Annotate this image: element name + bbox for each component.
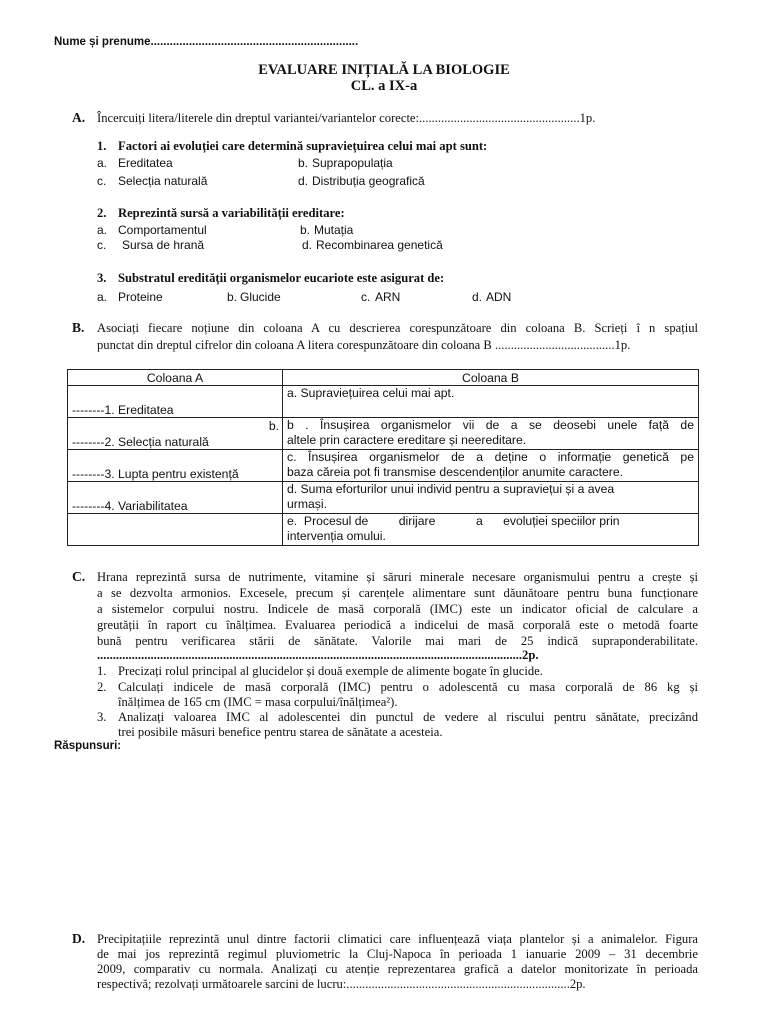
q3-option-c-letter[interactable]: c. — [361, 290, 371, 304]
column-b-item-e-line-1: e. Procesul de dirijare a evoluției speciilor prin — [287, 514, 620, 528]
column-a-item-3[interactable]: --------3. Lupta pentru existență — [68, 450, 283, 482]
section-c-line-4: greutății în raport cu înălțimea. Evaluarea periodică a indicelui de masă corporală este o metodă foarte — [97, 618, 698, 632]
question-1-number: 1. — [97, 139, 107, 153]
column-b-item-c-line-1: c. Însușirea organismelor de a deține o informație genetică pe — [287, 450, 694, 464]
q1-option-b-letter[interactable]: b. — [298, 156, 309, 170]
table-row — [68, 482, 699, 514]
column-b-item-b-line-2: altele prin caractere ereditare și neereditare. — [287, 433, 527, 447]
question-2-text: Reprezintă sursă a variabilității ereditare: — [118, 206, 345, 220]
task-3-number: 3. — [97, 710, 107, 724]
section-c-letter: C. — [72, 569, 86, 584]
section-d-line-1: Precipitațiile reprezintă unul dintre factorii climatici care influențează viața plantelor și a animalelor. Figura — [97, 932, 698, 946]
task-3-line-2: trei posibile măsuri benefice pentru starea de sănătate a acesteia. — [118, 725, 443, 739]
column-a-item-1[interactable]: --------1. Ereditatea — [68, 386, 283, 418]
answers-label: Răspunsuri: — [54, 740, 122, 752]
column-a-item-2[interactable] — [68, 418, 283, 450]
q3-option-a-letter[interactable]: a. — [97, 290, 108, 304]
q2-option-b-letter[interactable]: b. — [300, 223, 311, 237]
q3-option-b-letter[interactable]: b. — [227, 290, 238, 304]
section-d-line-4: respectivă; rezolvați următoarele sarcini de lucru:.......................................................................2p. — [97, 977, 586, 991]
q3-option-d-letter[interactable]: d. — [472, 290, 483, 304]
task-2-line-2: înălțimea de 165 cm (IMC = masa corpului/înălțimea²). — [118, 695, 398, 709]
task-1-number: 1. — [97, 664, 107, 678]
q1-option-c[interactable]: Selecția naturală — [118, 174, 208, 188]
q1-option-b[interactable]: Suprapopulația — [312, 156, 393, 170]
question-1-text: Factori ai evoluției care determină supraviețuirea celui mai apt sunt: — [118, 139, 488, 153]
table-row — [68, 450, 699, 482]
column-a-item-2-answer: b. — [268, 419, 279, 433]
section-b-letter: B. — [72, 320, 85, 335]
q1-option-a-letter[interactable]: a. — [97, 156, 108, 170]
section-a-letter: A. — [72, 110, 86, 125]
q1-option-d-letter[interactable]: d. — [298, 174, 309, 188]
q2-option-c-letter[interactable]: c. — [97, 238, 107, 252]
matching-table — [67, 369, 699, 546]
column-a-item-4[interactable]: --------4. Variabilitatea — [68, 482, 283, 514]
table-row — [68, 514, 699, 546]
q2-option-b[interactable]: Mutația — [314, 223, 354, 237]
column-b-item-e — [283, 514, 699, 546]
section-d-letter: D. — [72, 931, 86, 946]
column-b-header: Coloana B — [283, 370, 699, 386]
column-b-item-e-line-2: intervenția omului. — [287, 529, 386, 543]
section-a-instruction: Încercuiți litera/literele din dreptul variantei/variantelor corecte:...................................................1p. — [97, 111, 596, 125]
section-c-line-2: a se dezvolta armonios. Excesele, precum și carențele alimentare sunt dăunătoare pentru buna funcționare — [97, 586, 698, 600]
task-2-number: 2. — [97, 680, 107, 694]
column-b-item-d-line-2: urmași. — [287, 497, 327, 511]
q1-option-c-letter[interactable]: c. — [97, 174, 107, 188]
column-b-item-d — [283, 482, 699, 514]
column-b-item-a — [283, 386, 699, 418]
table-row — [68, 418, 699, 450]
task-2-line-1: Calculați indicele de masă corporală (IMC) pentru o adolescentă cu masa corporală de 86 kg și — [118, 680, 698, 694]
name-line: Nume și prenume................................................................. — [54, 36, 359, 48]
column-b-item-b — [283, 418, 699, 450]
question-2-number: 2. — [97, 206, 107, 220]
page-subtitle: CL. a IX-a — [350, 78, 418, 94]
q2-option-d[interactable]: Recombinarea genetică — [316, 238, 443, 252]
section-c-line-3: a sistemelor corpului nostru. Indicele de masă corporală (IMC) este un indicator oficial de calculare a — [97, 602, 698, 616]
column-b-item-d-line-1: d. Suma eforturilor unui individ pentru a supraviețui și a avea — [287, 482, 615, 496]
section-b-instruction-line-2: punctat din dreptul cifrelor din coloana A litera corespunzătoare din coloana B ......................................1p. — [97, 338, 631, 352]
section-c-points-line: .......................................................................................................................................2p. — [97, 648, 539, 662]
page-title: EVALUARE INIȚIALĂ LA BIOLOGIE — [258, 62, 510, 78]
q3-option-a[interactable]: Proteine — [118, 290, 163, 304]
q2-option-a[interactable]: Comportamentul — [118, 223, 207, 237]
column-b-item-b-line-1: b . Însușirea organismelor vii de a se deosebi unele față de — [287, 418, 694, 432]
question-3-text: Substratul eredității organismelor eucariote este asigurat de: — [118, 271, 445, 285]
q1-option-d[interactable]: Distribuția geografică — [312, 174, 425, 188]
column-b-item-c — [283, 450, 699, 482]
question-3-number: 3. — [97, 271, 107, 285]
table-row — [68, 386, 699, 418]
q1-option-a[interactable]: Ereditatea — [118, 156, 173, 170]
section-b-instruction-line-1: Asociați fiecare noțiune din coloana A cu descrierea corespunzătoare din coloana B. Scrieți î n spațiul — [97, 321, 698, 335]
section-c-line-5: bună pentru verificarea stării de sănătate. Valorile mai mari de 25 indică supraponderabilitate. — [97, 634, 698, 648]
column-a-item-2-label: --------2. Selecția naturală — [72, 435, 209, 449]
q2-option-d-letter[interactable]: d. — [302, 238, 313, 252]
q3-option-d[interactable]: ADN — [486, 290, 512, 304]
q3-option-b[interactable]: Glucide — [240, 290, 281, 304]
q3-option-c[interactable]: ARN — [375, 290, 401, 304]
q2-option-c[interactable]: Sursa de hrană — [122, 238, 205, 252]
section-c-line-1: Hrana reprezintă sursa de nutrimente, vitamine și săruri minerale necesare organismului pentru a crește și — [97, 570, 698, 584]
task-3-line-1: Analizați valoarea IMC al adolescentei din punctul de vedere al riscului pentru sănătate, precizând — [118, 710, 698, 724]
section-d-line-3: 2009, comparativ cu normala. Analizați cu atenție reprezentarea grafică a datelor monitorizate în perioada — [97, 962, 698, 976]
column-a-header: Coloana A — [68, 370, 283, 386]
section-d-line-2: de mai jos reprezintă regimul pluviometric la Cluj-Napoca în perioada 1 ianuarie 2009 – 31 decembrie — [97, 947, 698, 961]
task-1-text: Precizați rolul principal al glucidelor și două exemple de alimente bogate în glucide. — [118, 664, 543, 678]
column-b-item-c-line-2: baza căreia pot fi transmise descendenților anumite caractere. — [287, 465, 624, 479]
column-a-empty — [68, 514, 283, 546]
q2-option-a-letter[interactable]: a. — [97, 223, 108, 237]
answer-area[interactable] — [97, 760, 697, 920]
column-b-item-a-line-1: a. Supraviețuirea celui mai apt. — [287, 386, 455, 400]
